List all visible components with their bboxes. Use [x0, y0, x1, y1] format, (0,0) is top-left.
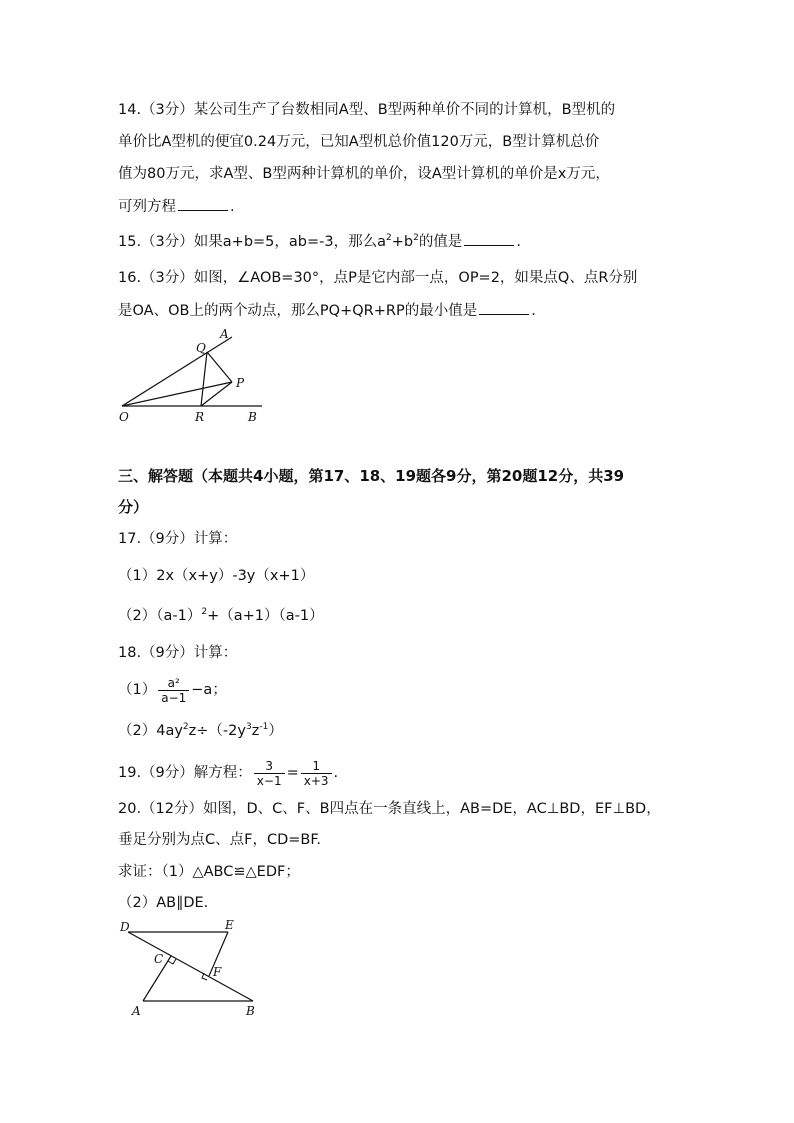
q16-angle-figure — [110, 325, 280, 430]
q20-line1: 20.（12分）如图，D、C、F、B四点在一条直线上，AB=DE，AC⊥BD，EF⊥BD， — [118, 801, 661, 817]
q19-den1: x−1 — [254, 773, 285, 788]
q14-line4-text: 可列方程 — [118, 199, 176, 215]
label-B: B — [248, 410, 257, 424]
q19-line — [118, 756, 338, 790]
q19-num1: 3 — [265, 758, 274, 773]
q18-part1 — [118, 674, 227, 706]
answer-blank — [479, 300, 529, 315]
q20-line2: 垂足分别为点C、点F，CD=BF. — [118, 832, 321, 848]
section3-title-line1: 三、解答题（本题共4小题，第17、18、19题各9分，第20题12分，共39 — [118, 467, 625, 485]
q15-sup2: 2 — [413, 233, 419, 244]
q16-line2 — [118, 300, 536, 321]
q15-sup1: 2 — [385, 233, 392, 244]
q18-part1-suffix: −a； — [191, 682, 227, 698]
q17-part2-post: +（a+1）（a-1） — [207, 608, 324, 624]
q20-line4: （2）AB∥DE. — [118, 895, 209, 911]
q15-mid: +b — [391, 234, 414, 250]
q19-prefix: 19.（9分）解方程： — [118, 765, 252, 781]
label-A: A — [132, 1004, 141, 1018]
q15-line — [118, 231, 521, 252]
q18-part2-mid2: z — [251, 723, 260, 739]
q17-part2-sup: 2 — [201, 607, 208, 618]
answer-blank — [464, 231, 514, 246]
q16-line1: 16.（3分）如图，∠AOB=30°，点P是它内部一点，OP=2，如果点Q、点R分别 — [118, 270, 638, 286]
q18-part1-prefix: （1） — [118, 682, 157, 698]
q18-part2-pre: （2）4ay — [118, 723, 183, 739]
q18-part2-sup1: 2 — [182, 722, 189, 733]
q20-line3: 求证：（1）△ABC≌△EDF； — [118, 864, 300, 880]
q17-title: 17.（9分）计算： — [118, 531, 238, 547]
label-A: A — [220, 327, 229, 341]
ray-OA — [122, 337, 232, 406]
label-E: E — [225, 918, 234, 932]
q15-pre: 15.（3分）如果a+b=5，ab=-3，那么a — [118, 234, 386, 250]
q15-post: 的值是 — [418, 234, 463, 250]
label-F: F — [213, 965, 222, 979]
q18-denominator: a−1 — [158, 690, 189, 705]
segment-QR — [201, 352, 207, 406]
q17-part2 — [118, 606, 324, 626]
q18-part2-mid1: z÷（-2y — [188, 723, 246, 739]
label-Q: Q — [196, 341, 206, 355]
segment-OP — [122, 382, 232, 406]
section3-title-line2: 分） — [118, 498, 149, 516]
q19-fraction-left — [254, 759, 285, 788]
label-R: R — [195, 410, 205, 424]
q14-line1: 14.（3分）某公司生产了台数相同A型、B型两种单价不同的计算机，B型机的 — [118, 102, 616, 118]
label-C: C — [154, 952, 164, 966]
label-B: B — [246, 1004, 255, 1018]
q20-triangles-figure — [110, 916, 270, 1021]
q18-title: 18.（9分）计算： — [118, 645, 238, 661]
q14-line2: 单价比A型机的便宜0.24万元，已知A型机总价值120万元，B型计算机总价 — [118, 134, 600, 150]
q14-end: . — [230, 199, 235, 215]
q18-fraction — [158, 676, 189, 705]
answer-blank — [178, 196, 228, 211]
q17-part2-pre: （2）（a-1） — [118, 608, 202, 624]
q16-end: . — [531, 303, 536, 319]
q14-line3: 值为80万元，求A型、B型两种计算机的单价，设A型计算机的单价是x万元， — [118, 166, 610, 182]
label-P: P — [236, 376, 245, 390]
q19-den2: x+3 — [301, 773, 332, 788]
q19-equals: = — [286, 765, 299, 781]
segment-QP — [207, 352, 232, 382]
q18-part2-sup3: -1 — [259, 722, 269, 733]
q16-line2-text: 是OA、OB上的两个动点，那么PQ+QR+RP的最小值是 — [118, 303, 478, 319]
label-D: D — [120, 920, 130, 934]
q15-end: . — [516, 234, 521, 250]
q18-part2-post: ） — [268, 723, 283, 739]
q18-numerator: a² — [167, 675, 180, 690]
q19-fraction-right — [301, 759, 332, 788]
q18-part2 — [118, 721, 283, 741]
q14-line4 — [118, 196, 235, 217]
label-O: O — [119, 410, 129, 424]
q17-part1: （1）2x（x+y）-3y（x+1） — [118, 568, 315, 584]
q18-part2-sup2: 3 — [245, 722, 252, 733]
segment-DB — [128, 932, 253, 1001]
q19-end: . — [333, 765, 339, 781]
q19-num2: 1 — [312, 758, 320, 773]
